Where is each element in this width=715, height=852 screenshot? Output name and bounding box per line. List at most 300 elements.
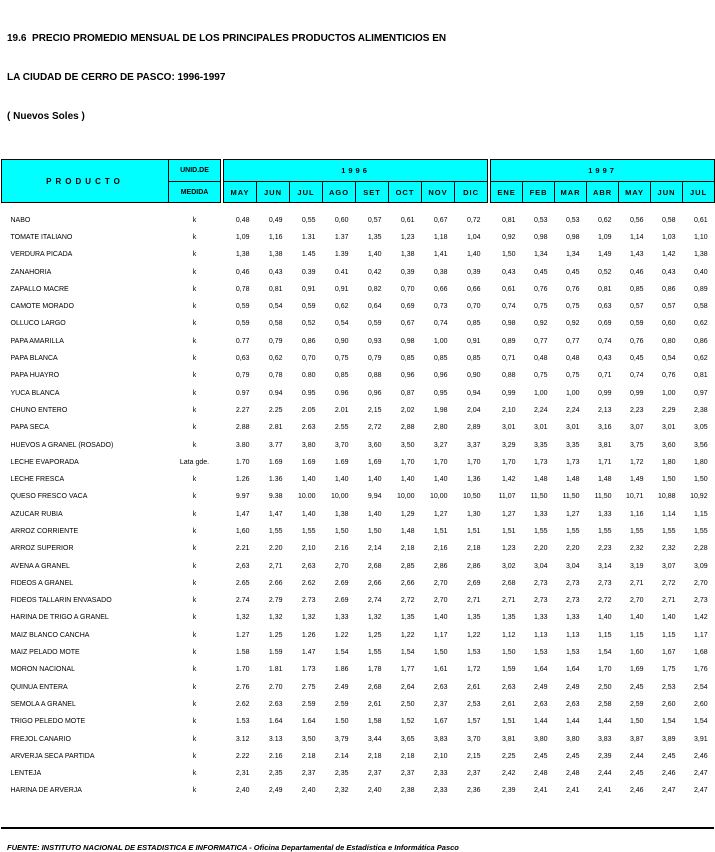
table-row (2, 436, 715, 453)
product-name: ARROZ SUPERIOR (2, 540, 169, 557)
price-cell: 1,27 (422, 506, 455, 523)
unit-cell: k (169, 609, 221, 626)
price-cell: 1,10 (683, 229, 715, 246)
product-name: CHUNO ENTERO (2, 402, 169, 419)
price-cell: 1,44 (587, 713, 619, 730)
column-header-1996-oct: OCT (389, 182, 422, 203)
price-cell: 2.05 (290, 402, 323, 419)
product-name: ARVERJA SECA PARTIDA (2, 748, 169, 765)
unit-cell: k (169, 730, 221, 747)
price-cell: 1,16 (619, 506, 651, 523)
price-cell: 1,15 (587, 627, 619, 644)
price-cell: 3.13 (257, 730, 290, 747)
price-cell: 1,73 (523, 454, 555, 471)
price-cell: 2,47 (651, 782, 683, 799)
price-cell: 0,43 (491, 263, 523, 280)
price-cell: 0,91 (323, 281, 356, 298)
price-cell: 0,48 (523, 350, 555, 367)
price-cell: 1.86 (323, 661, 356, 678)
price-cell: 2,42 (491, 765, 523, 782)
price-cell: 0,55 (290, 212, 323, 229)
price-cell: 2,38 (683, 402, 715, 419)
unit-cell: k (169, 350, 221, 367)
price-cell: 3,89 (651, 730, 683, 747)
price-cell: 2,71 (491, 592, 523, 609)
price-cell: 0,67 (389, 315, 422, 332)
price-cell: 3,44 (356, 730, 389, 747)
price-cell: 0,49 (257, 212, 290, 229)
price-cell: 0,59 (290, 298, 323, 315)
price-cell: 2,73 (555, 592, 587, 609)
price-cell: 0,62 (323, 298, 356, 315)
price-cell: 2,88 (389, 419, 422, 436)
product-name: FIDEOS A GRANEL (2, 575, 169, 592)
product-name: HARINA DE TRIGO A GRANEL (2, 609, 169, 626)
price-cell: 0.94 (257, 384, 290, 401)
column-header-unidad-line2: MEDIDA (169, 182, 221, 203)
price-cell: 1,55 (619, 523, 651, 540)
price-cell: 0,60 (651, 315, 683, 332)
price-cell: 1.50 (323, 713, 356, 730)
price-cell: 0,85 (455, 315, 488, 332)
price-cell: 0,78 (224, 281, 257, 298)
price-cell: 1,32 (356, 609, 389, 626)
price-cell: 1,30 (455, 506, 488, 523)
price-cell: 1,80 (651, 454, 683, 471)
price-cell: 1,78 (356, 661, 389, 678)
table-row (2, 748, 715, 765)
price-cell: 3.80 (224, 436, 257, 453)
price-cell: 2,33 (422, 782, 455, 799)
table-row (2, 384, 715, 401)
price-cell: 2,73 (523, 575, 555, 592)
price-cell: 2,89 (455, 419, 488, 436)
spacer-cell (2, 203, 715, 212)
column-header-1996-jun: JUN (257, 182, 290, 203)
price-cell: 9.97 (224, 488, 257, 505)
price-cell: 0,82 (356, 281, 389, 298)
price-cell: 0,91 (455, 333, 488, 350)
price-cell: 1,27 (491, 506, 523, 523)
price-cell: 0,99 (491, 384, 523, 401)
price-cell: 0,62 (683, 350, 715, 367)
table-row (2, 506, 715, 523)
price-cell: 0,81 (491, 212, 523, 229)
price-cell: 2,49 (523, 679, 555, 696)
price-cell: 1.69 (290, 454, 323, 471)
price-cell: 2.66 (257, 575, 290, 592)
price-cell: 1,70 (491, 454, 523, 471)
price-cell: 1.45 (290, 246, 323, 263)
unit-cell: k (169, 436, 221, 453)
price-cell: 3,27 (422, 436, 455, 453)
price-cell: 3,50 (389, 436, 422, 453)
table-row (2, 592, 715, 609)
unit-cell: k (169, 782, 221, 799)
price-cell: 2,28 (683, 540, 715, 557)
price-cell: 3,35 (523, 436, 555, 453)
price-cell: 0,52 (587, 263, 619, 280)
price-cell: 0.77 (224, 333, 257, 350)
price-cell: 0,71 (491, 350, 523, 367)
table-row (2, 557, 715, 574)
price-cell: 3,50 (290, 730, 323, 747)
price-cell: 0,56 (619, 212, 651, 229)
price-cell: 1,34 (523, 246, 555, 263)
price-cell: 3,80 (290, 436, 323, 453)
price-cell: 2.62 (290, 575, 323, 592)
price-cell: 1,50 (422, 644, 455, 661)
product-name: ZANAHORIA (2, 263, 169, 280)
price-cell: 2.70 (257, 679, 290, 696)
price-cell: 0,61 (389, 212, 422, 229)
price-cell: 1,55 (356, 644, 389, 661)
price-cell: 2,40 (290, 782, 323, 799)
price-cell: 1,61 (422, 661, 455, 678)
price-cell: 1,55 (555, 523, 587, 540)
price-cell: 1,53 (455, 644, 488, 661)
year-header-1996: 1996 (224, 160, 488, 182)
price-cell: 0,48 (555, 350, 587, 367)
price-cell: 1.36 (257, 471, 290, 488)
price-cell: 9,94 (356, 488, 389, 505)
price-cell: 2,41 (523, 782, 555, 799)
price-cell: 0,66 (422, 281, 455, 298)
price-cell: 1,38 (323, 506, 356, 523)
price-cell: 1,49 (587, 246, 619, 263)
price-cell: 11,50 (587, 488, 619, 505)
price-cell: 2,46 (651, 765, 683, 782)
product-name: CAMOTE MORADO (2, 298, 169, 315)
price-cell: 0,88 (356, 367, 389, 384)
monthly-price-table (1, 159, 715, 800)
price-cell: 0,45 (555, 263, 587, 280)
unit-cell: k (169, 592, 221, 609)
table-row (2, 315, 715, 332)
price-cell: 2.74 (224, 592, 257, 609)
price-cell: 2.59 (290, 696, 323, 713)
price-cell: 0.41 (323, 263, 356, 280)
price-cell: 0.97 (224, 384, 257, 401)
price-cell: 3,09 (683, 557, 715, 574)
price-cell: 1.27 (224, 627, 257, 644)
price-cell: 3,07 (619, 419, 651, 436)
price-cell: 0,99 (619, 384, 651, 401)
price-cell: 1.26 (224, 471, 257, 488)
table-row (2, 471, 715, 488)
price-cell: 2.14 (323, 748, 356, 765)
table-row (2, 402, 715, 419)
price-cell: 1.47 (290, 644, 323, 661)
price-cell: 2,10 (491, 402, 523, 419)
price-cell: 0,98 (555, 229, 587, 246)
price-cell: 0,64 (356, 298, 389, 315)
price-cell: 2.16 (323, 540, 356, 557)
price-cell: 1,75 (651, 661, 683, 678)
product-name: PAPA AMARILLA (2, 333, 169, 350)
price-cell: 2,68 (356, 679, 389, 696)
price-cell: 0,45 (523, 263, 555, 280)
price-cell: 1.31 (290, 229, 323, 246)
price-cell: 10,00 (422, 488, 455, 505)
price-cell: 0,79 (257, 333, 290, 350)
price-cell: 3,04 (523, 557, 555, 574)
table-row (2, 298, 715, 315)
price-cell: 2,63 (422, 679, 455, 696)
price-cell: 2,35 (323, 765, 356, 782)
price-cell: 2,20 (555, 540, 587, 557)
price-cell: 1.64 (257, 713, 290, 730)
column-header-1997-jun: JUN (651, 182, 683, 203)
price-cell: 2.65 (224, 575, 257, 592)
unit-cell: k (169, 212, 221, 229)
product-name: SEMOLA A GRANEL (2, 696, 169, 713)
price-cell: 3,37 (455, 436, 488, 453)
price-cell: 0,81 (257, 281, 290, 298)
unit-cell: k (169, 488, 221, 505)
price-cell: 1,55 (651, 523, 683, 540)
price-cell: 0,78 (257, 367, 290, 384)
price-cell: 1,40 (389, 471, 422, 488)
price-cell: 0,63 (587, 298, 619, 315)
price-cell: 2.63 (290, 419, 323, 436)
price-cell: 1,54 (651, 713, 683, 730)
price-cell: 2,18 (356, 748, 389, 765)
price-cell: 1,55 (683, 523, 715, 540)
price-cell: 11,07 (491, 488, 523, 505)
table-row (2, 644, 715, 661)
price-cell: 1,38 (683, 246, 715, 263)
price-cell: 1,33 (555, 609, 587, 626)
price-cell: 0,74 (422, 315, 455, 332)
price-cell: 2,72 (587, 592, 619, 609)
product-name: ZAPALLO MACRE (2, 281, 169, 298)
price-cell: 1,68 (683, 644, 715, 661)
price-cell: 1,27 (555, 506, 587, 523)
price-cell: 1.81 (257, 661, 290, 678)
table-row (2, 661, 715, 678)
price-cell: 2,71 (455, 592, 488, 609)
price-cell: 2,37 (422, 696, 455, 713)
price-cell: 0,93 (356, 333, 389, 350)
price-cell: 2,13 (587, 402, 619, 419)
price-cell: 1.69 (257, 454, 290, 471)
price-cell: 0,80 (651, 333, 683, 350)
unit-cell: k (169, 419, 221, 436)
price-cell: 2,39 (587, 748, 619, 765)
price-cell: 10,50 (455, 488, 488, 505)
price-cell: 2,48 (523, 765, 555, 782)
column-header-1996-may: MAY (224, 182, 257, 203)
price-cell: 2.69 (323, 592, 356, 609)
price-cell: 1,34 (555, 246, 587, 263)
price-cell: 1.70 (224, 454, 257, 471)
column-header-1996-nov: NOV (422, 182, 455, 203)
price-cell: 3,05 (683, 419, 715, 436)
price-cell: 3.12 (224, 730, 257, 747)
price-cell: 1,53 (555, 644, 587, 661)
price-cell: 1,17 (683, 627, 715, 644)
price-cell: 0,92 (555, 315, 587, 332)
price-cell: 1,40 (356, 246, 389, 263)
price-cell: 2.27 (224, 402, 257, 419)
price-cell: 0,70 (290, 350, 323, 367)
price-cell: 1,77 (389, 661, 422, 678)
price-cell: 2.62 (224, 696, 257, 713)
price-cell: 2,15 (455, 748, 488, 765)
price-cell: 2,35 (257, 765, 290, 782)
price-cell: 0,59 (224, 315, 257, 332)
price-cell: 1,17 (422, 627, 455, 644)
price-cell: 0,75 (555, 367, 587, 384)
price-cell: 1,47 (257, 506, 290, 523)
product-name: LECHE FRESCA (2, 471, 169, 488)
price-cell: 2,73 (683, 592, 715, 609)
table-row (2, 454, 715, 471)
price-cell: 1,43 (619, 246, 651, 263)
price-cell: 1.70 (224, 661, 257, 678)
product-name: TRIGO PELEDO MOTE (2, 713, 169, 730)
unit-cell: k (169, 713, 221, 730)
price-cell: 1,14 (619, 229, 651, 246)
price-cell: 1,13 (555, 627, 587, 644)
unit-cell: k (169, 696, 221, 713)
year-header-1997: 1997 (491, 160, 715, 182)
price-cell: 0,62 (257, 350, 290, 367)
product-name: PAPA BLANCA (2, 350, 169, 367)
price-cell: 1,50 (651, 471, 683, 488)
price-cell: 3,01 (523, 419, 555, 436)
column-header-unidad-line1: UNID.DE (169, 160, 221, 182)
price-cell: 1,48 (523, 471, 555, 488)
price-cell: 2,29 (651, 402, 683, 419)
price-cell: 1.53 (224, 713, 257, 730)
product-name: AVENA A GRANEL (2, 557, 169, 574)
price-cell: 2.20 (257, 540, 290, 557)
price-cell: 0,74 (587, 333, 619, 350)
price-cell: 0,52 (290, 315, 323, 332)
price-cell: 3,81 (491, 730, 523, 747)
price-cell: 0,81 (587, 281, 619, 298)
price-cell: 0,48 (224, 212, 257, 229)
unit-cell: k (169, 471, 221, 488)
price-cell: 0,62 (587, 212, 619, 229)
table-row (2, 609, 715, 626)
price-cell: 3,29 (491, 436, 523, 453)
table-row (2, 367, 715, 384)
price-cell: 2,37 (455, 765, 488, 782)
price-cell: 2,44 (587, 765, 619, 782)
price-cell: 1,42 (683, 609, 715, 626)
price-cell: 2,25 (491, 748, 523, 765)
price-cell: 2,32 (323, 782, 356, 799)
price-cell: 0,58 (683, 298, 715, 315)
price-cell: 0,98 (491, 315, 523, 332)
price-cell: 1,58 (356, 713, 389, 730)
price-cell: 0,97 (683, 384, 715, 401)
price-cell: 3,19 (619, 557, 651, 574)
price-cell: 2,58 (587, 696, 619, 713)
price-cell: 0,46 (619, 263, 651, 280)
product-name: ARROZ CORRIENTE (2, 523, 169, 540)
price-cell: 0,43 (651, 263, 683, 280)
price-cell: 1,23 (389, 229, 422, 246)
price-cell: 0,99 (587, 384, 619, 401)
price-cell: 2,36 (455, 782, 488, 799)
price-cell: 1,40 (619, 609, 651, 626)
table-row (2, 713, 715, 730)
price-cell: 2,59 (619, 696, 651, 713)
price-cell: 1,60 (619, 644, 651, 661)
price-cell: 1,70 (455, 454, 488, 471)
price-cell: 2,37 (290, 765, 323, 782)
price-cell: 1.22 (323, 627, 356, 644)
title-line-1: 19.6 PRECIO PROMEDIO MENSUAL DE LOS PRINCIPALES PRODUCTOS ALIMENTICIOS EN (7, 33, 447, 44)
price-cell: 1,18 (422, 229, 455, 246)
price-cell: 0,86 (683, 333, 715, 350)
price-cell: 1,67 (422, 713, 455, 730)
price-cell: 2,10 (290, 540, 323, 557)
price-cell: 0,57 (356, 212, 389, 229)
price-cell: 1,16 (257, 229, 290, 246)
price-cell: 2,70 (683, 575, 715, 592)
price-cell: 0,76 (523, 281, 555, 298)
price-cell: 0,75 (523, 298, 555, 315)
price-cell: 1,53 (523, 644, 555, 661)
price-cell: 2.22 (224, 748, 257, 765)
price-cell: 0,53 (523, 212, 555, 229)
price-cell: 0,74 (619, 367, 651, 384)
price-cell: 0,45 (619, 350, 651, 367)
price-cell: 2,23 (619, 402, 651, 419)
price-cell: 1,54 (587, 644, 619, 661)
price-cell: 0,85 (455, 350, 488, 367)
price-cell: 2,80 (422, 419, 455, 436)
price-cell: 2,45 (651, 748, 683, 765)
price-cell: 10,00 (389, 488, 422, 505)
price-cell: 0,71 (587, 367, 619, 384)
price-cell: 0.95 (290, 384, 323, 401)
price-cell: 0,43 (587, 350, 619, 367)
price-cell: 1,55 (523, 523, 555, 540)
unit-cell: k (169, 765, 221, 782)
price-cell: 0,62 (683, 315, 715, 332)
price-cell: 2,60 (683, 696, 715, 713)
product-name: TOMATE ITALIANO (2, 229, 169, 246)
table-row (2, 627, 715, 644)
unit-cell: k (169, 557, 221, 574)
price-cell: 1,60 (224, 523, 257, 540)
price-cell: 1,22 (455, 627, 488, 644)
price-cell: 1,48 (555, 471, 587, 488)
price-cell: 1,47 (224, 506, 257, 523)
price-cell: 2,24 (555, 402, 587, 419)
price-cell: 2,41 (555, 782, 587, 799)
price-cell: 1,48 (587, 471, 619, 488)
price-cell: 2,44 (619, 748, 651, 765)
price-cell: 1,15 (619, 627, 651, 644)
price-cell: 2,73 (587, 575, 619, 592)
price-cell: 1,71 (587, 454, 619, 471)
unit-cell: k (169, 384, 221, 401)
price-cell: 0,67 (422, 212, 455, 229)
price-cell: 2,63 (290, 557, 323, 574)
price-cell: 3,56 (683, 436, 715, 453)
price-cell: 2,49 (257, 782, 290, 799)
unit-cell: k (169, 661, 221, 678)
price-cell: 2,46 (619, 782, 651, 799)
price-cell: 0,86 (290, 333, 323, 350)
